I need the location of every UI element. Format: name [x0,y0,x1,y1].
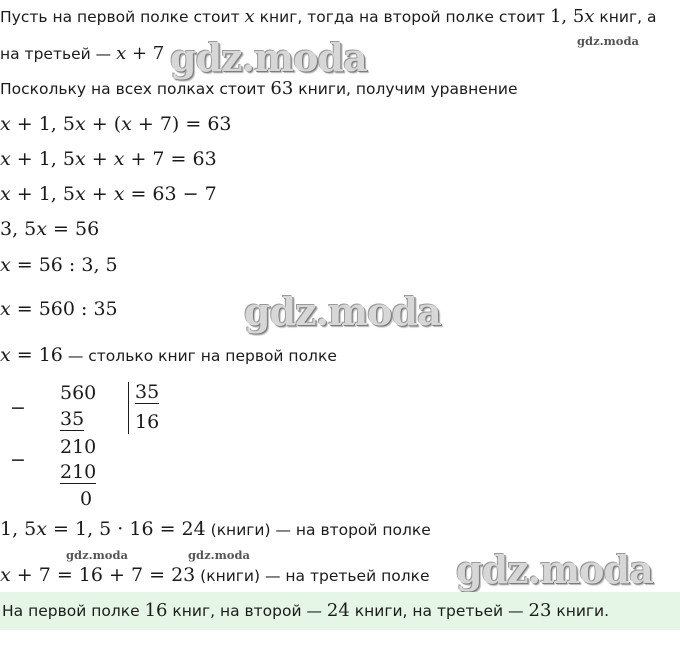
answer-text [2,602,609,620]
math: + 7 [126,43,165,64]
var-x: x [36,518,47,540]
text: (книги) — на третьей полке [195,567,430,585]
math: = 63 − 7 [124,183,217,205]
math: + ( [85,113,122,135]
number: 24 [326,600,350,621]
text: Поскольку на всех полках стоит [0,80,271,98]
var-x: x [116,43,127,64]
text-line-2 [0,43,164,65]
var-x: x [0,148,11,170]
answer-box [0,592,680,630]
var-x: x [0,344,11,366]
division-bar [128,382,129,434]
math: = 560 : 35 [10,298,118,320]
math: + 7 = 63 [124,148,217,170]
var-x: x [74,183,86,205]
math: + [85,148,114,170]
subtrahend-1: 35 [60,408,85,430]
var-x: x [74,113,86,135]
equation-6 [0,297,118,321]
math: = 56 : 3, 5 [10,254,118,276]
watermark-large: gdz.moda [456,547,653,592]
math: + 1, 5 [10,113,75,135]
watermark-large: gdz.moda [170,35,367,80]
quotient: 16 [135,411,160,433]
math: + 1, 5 [10,148,75,170]
equation-5 [0,253,118,277]
text: (книги) — на второй полке [205,521,431,539]
text: книг, тогда на второй полке стоит [254,8,550,26]
divisor: 35 [135,381,160,403]
number: 23 [528,600,552,621]
math: + 7 = 16 + 7 = 23 [10,564,196,586]
equation-1 [0,112,232,136]
math: + [85,183,114,205]
watermark-small: gdz.moda [577,34,639,48]
math: + 7) = 63 [131,113,232,135]
equation-3 [0,182,217,206]
var-x: x [74,148,86,170]
equation-4 [0,217,99,241]
var-x: x [113,148,125,170]
subtrahend-2: 210 [60,461,97,483]
var-x: x [113,183,125,205]
text: книги, получим уравнение [293,80,518,98]
var-x: x [244,6,255,27]
equation-7 [0,343,337,368]
math: = 1, 5 · 16 = 24 [46,518,206,540]
text: книги. [551,602,610,620]
minus-sign: − [10,449,26,471]
watermark-small: gdz.moda [66,548,128,562]
var-x: x [0,183,11,205]
third-shelf-line [0,563,430,588]
text-line-1 [0,6,656,28]
text: книги, на третьей — [349,602,529,620]
var-x: x [584,6,595,27]
text: Пусть на первой полке стоит [0,8,245,26]
text: На первой полке [2,602,145,620]
watermark-large: gdz.moda [244,289,441,334]
number: 63 [270,78,294,99]
text: на третьей — [0,45,117,63]
dividend: 560 [60,382,97,404]
second-shelf-line [0,517,431,542]
equation-2 [0,147,217,171]
var-x: x [0,564,11,586]
text: — столько книг на первой полке [62,347,337,365]
watermark-small: gdz.moda [188,548,250,562]
remainder-1: 210 [60,436,97,458]
math: 3, 5 [0,218,37,240]
math: = 16 [10,344,63,366]
text: книг, а [594,8,657,26]
var-x: x [36,218,47,240]
math: + 1, 5 [10,183,75,205]
number: 1, 5 [549,6,585,27]
var-x: x [0,254,11,276]
var-x: x [121,113,132,135]
var-x: x [0,113,11,135]
math: = 56 [46,218,100,240]
text: книг, на второй — [167,602,327,620]
var-x: x [0,298,11,320]
math: 1, 5 [0,518,37,540]
remainder-final: 0 [80,488,93,510]
number: 16 [144,600,168,621]
minus-sign: − [10,397,26,419]
text-line-3 [0,78,518,100]
